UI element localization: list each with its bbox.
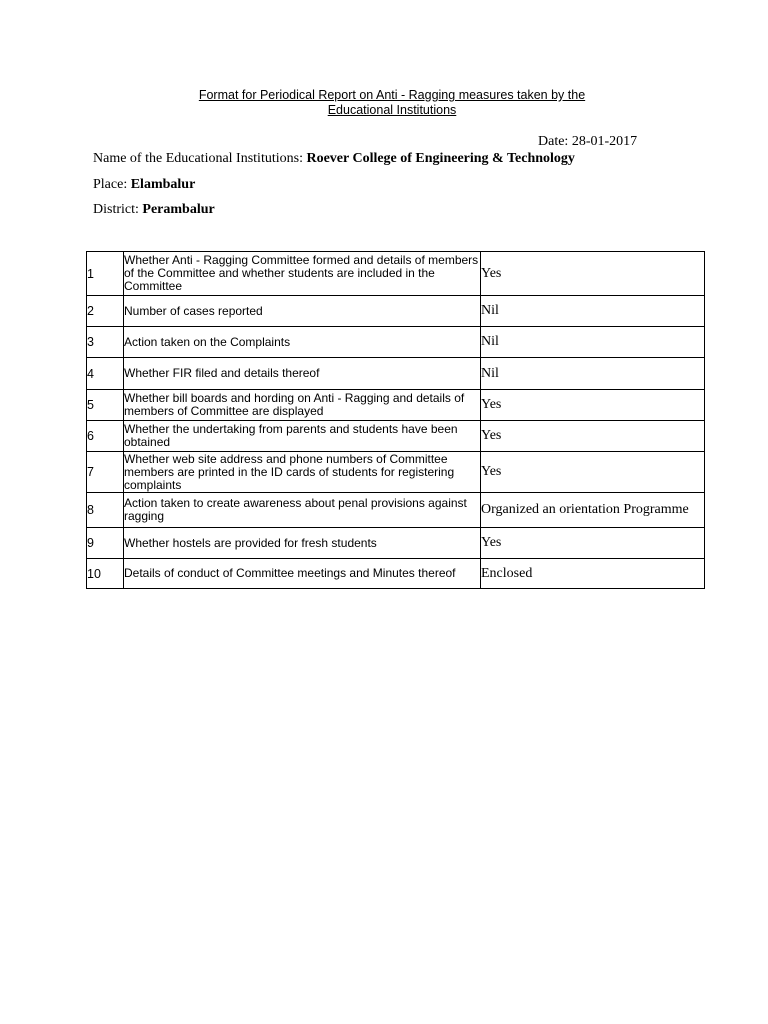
row-response: Enclosed <box>481 559 705 589</box>
row-response: Nil <box>481 327 705 358</box>
district-label: District: <box>93 202 139 217</box>
district-line <box>93 202 215 218</box>
row-number: 1 <box>87 252 124 296</box>
row-number: 7 <box>87 452 124 493</box>
row-number: 2 <box>87 296 124 327</box>
document-title <box>140 88 644 118</box>
row-item: Details of conduct of Committee meetings and Minutes thereof <box>124 559 481 589</box>
row-response: Yes <box>481 528 705 559</box>
row-item: Whether bill boards and hording on Anti - Ragging and details of members of Committee are displayed <box>124 390 481 421</box>
table-row <box>87 390 705 421</box>
row-item: Whether the undertaking from parents and students have been obtained <box>124 421 481 452</box>
row-response: Nil <box>481 296 705 327</box>
row-number: 10 <box>87 559 124 589</box>
place-line <box>93 177 195 193</box>
row-number: 3 <box>87 327 124 358</box>
institution-line <box>93 151 575 167</box>
row-response: Nil <box>481 358 705 390</box>
row-item: Whether hostels are provided for fresh students <box>124 528 481 559</box>
place-value: Elambalur <box>130 177 196 192</box>
row-response: Yes <box>481 252 705 296</box>
district-value: Perambalur <box>142 202 215 217</box>
place-label: Place: <box>93 177 128 192</box>
row-item: Whether Anti - Ragging Committee formed and details of members of the Committee and whether students are included in the Committee <box>124 252 481 296</box>
row-number: 5 <box>87 390 124 421</box>
row-item: Action taken on the Complaints <box>124 327 481 358</box>
table-row <box>87 327 705 358</box>
row-number: 6 <box>87 421 124 452</box>
row-response: Yes <box>481 421 705 452</box>
row-response: Yes <box>481 390 705 421</box>
row-number: 8 <box>87 493 124 528</box>
row-item: Whether web site address and phone numbers of Committee members are printed in the ID cards of students for registering complaints <box>124 452 481 493</box>
table-row <box>87 559 705 589</box>
row-number: 9 <box>87 528 124 559</box>
table-row <box>87 252 705 296</box>
report-table <box>86 251 705 589</box>
title-line-2: Educational Institutions <box>327 103 457 117</box>
title-line-1: Format for Periodical Report on Anti - Ragging measures taken by the <box>198 88 586 102</box>
row-item: Whether FIR filed and details thereof <box>124 358 481 390</box>
row-item: Number of cases reported <box>124 296 481 327</box>
table-row <box>87 358 705 390</box>
table-row <box>87 421 705 452</box>
table-row <box>87 493 705 528</box>
row-number: 4 <box>87 358 124 390</box>
table-row <box>87 452 705 493</box>
row-response: Organized an orientation Programme <box>481 493 705 528</box>
date-value: 28-01-2017 <box>571 134 638 149</box>
table-row <box>87 528 705 559</box>
row-item: Action taken to create awareness about penal provisions against ragging <box>124 493 481 528</box>
row-response: Yes <box>481 452 705 493</box>
table-row <box>87 296 705 327</box>
institution-value: Roever College of Engineering & Technology <box>306 151 575 166</box>
report-date <box>538 134 637 150</box>
date-label: Date: <box>538 134 569 149</box>
institution-label: Name of the Educational Institutions: <box>93 151 303 166</box>
